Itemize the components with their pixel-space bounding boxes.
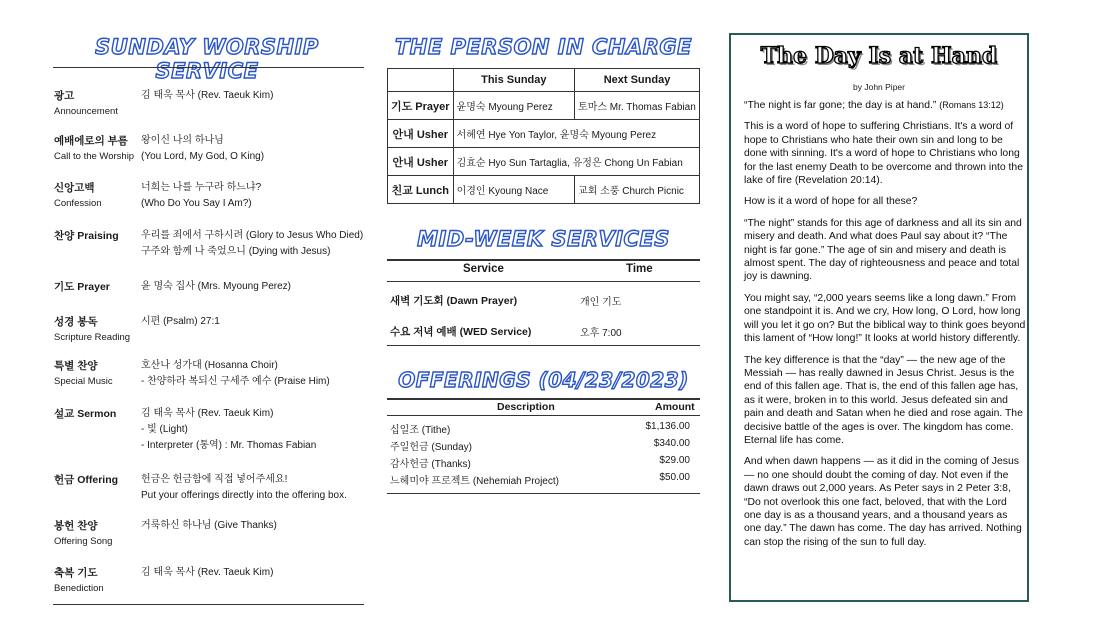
role-cell: 기도 Prayer xyxy=(388,92,454,120)
devotional-paragraph: How is it a word of hope for all these? xyxy=(744,196,918,208)
order-item-ko: 예배에로의 부름 xyxy=(54,135,128,147)
worship-title: SUNDAY WORSHIP SERVICE xyxy=(95,35,319,83)
devotional-paragraph: And when dawn happens — as it did in the coming of Jesus — no one should doubt the coming of day. Not even if the dawn draws out 2,000 years. As Peter says in 2 Peter 3:8, “Do not overlook this one fact, beloved, that with the Lord one day is as a thousand years, and a thousand years as one day.” The dawn has come. The day has arrived. Nothing can stop the rising of the sun to full day. xyxy=(744,456,1022,548)
table-row xyxy=(388,148,700,176)
order-item-detail: - 찬양하라 복되신 구세주 예수 (Praise Him) xyxy=(141,376,330,387)
order-item-en: Call to the Worship xyxy=(54,151,135,162)
offerings-title: OFFERINGS (04/23/2023) xyxy=(398,368,689,392)
devotional-paragraph: “The night” stands for this age of darkness and all its sin and misery and death. And what does Paul say about it? “The night is far gone.” The age of sin and misery and death is almost spent. The day of righteousness and peace and total joy is dawning. xyxy=(744,217,1022,283)
offering-amount: $29.00 xyxy=(659,455,690,466)
order-item-en: Special Music xyxy=(54,376,113,387)
next-sunday-cell: 교회 소풍 Church Picnic xyxy=(575,176,700,204)
offering-amount: $1,136.00 xyxy=(645,421,690,432)
devotional-paragraph: You might say, “2,000 years seems like a long dawn.” From one standpoint it is. And we cry, How long, O Lord, how long will you let it go on? But the biblical way to think goes beyond this lament of “How long!” It looks at world history differently. xyxy=(744,292,1026,345)
devotional-body xyxy=(744,99,1026,557)
divider xyxy=(387,398,700,400)
order-item-detail: 김 태욱 목사 (Rev. Taeuk Kim) xyxy=(141,567,274,578)
table-header: This Sunday xyxy=(453,69,574,92)
verse-text: “The night is far gone; the day is at hand.” xyxy=(744,100,937,111)
order-item-ko: 찬양 Praising xyxy=(54,230,119,242)
divider xyxy=(387,259,700,261)
order-item-detail: 왕이신 나의 하나님 xyxy=(141,135,224,146)
offering-description: 느헤미야 프로젝트 (Nehemiah Project) xyxy=(390,476,559,487)
table-header xyxy=(388,69,454,92)
midweek-time: 오후 7:00 xyxy=(580,328,622,339)
order-item-detail: 우리를 죄에서 구하시려 (Glory to Jesus Who Died) xyxy=(141,230,364,241)
midweek-title: MID-WEEK SERVICES xyxy=(417,227,670,251)
offering-row xyxy=(390,438,690,453)
order-item-detail: 시편 (Psalm) 27:1 xyxy=(141,316,220,327)
worship-order-section xyxy=(50,35,364,605)
devotional-verse xyxy=(744,99,1026,112)
next-sunday-cell: 토마스 Mr. Thomas Fabian xyxy=(575,92,700,120)
midweek-service: 새벽 기도회 (Dawn Prayer) xyxy=(390,295,518,307)
role-cell: 안내 Usher xyxy=(388,148,454,176)
order-item-en: Benediction xyxy=(54,583,104,594)
divider xyxy=(387,493,700,494)
order-item-en: Announcement xyxy=(54,106,118,117)
midweek-header-time: Time xyxy=(626,263,653,275)
divider xyxy=(387,281,700,282)
divider xyxy=(53,67,364,68)
order-item-detail: 너희는 나를 누구라 하느냐? xyxy=(141,182,262,193)
order-item-en: Confession xyxy=(54,198,102,209)
order-item-ko: 기도 Prayer xyxy=(54,281,110,293)
order-item-detail: 헌금은 헌금함에 직접 넣어주세요! xyxy=(141,474,288,485)
devotional-author: by John Piper xyxy=(853,82,905,92)
this-sunday-cell: 윤명숙 Myoung Perez xyxy=(453,92,574,120)
order-item-ko: 광고 xyxy=(54,90,75,102)
offerings-header-description: Description xyxy=(497,401,555,413)
role-cell: 안내 Usher xyxy=(388,120,454,148)
divider xyxy=(387,345,700,346)
order-item-ko: 봉헌 찬양 xyxy=(54,520,98,532)
midweek-header-service: Service xyxy=(463,263,504,275)
this-sunday-cell: 김효순 Hyo Sun Tartaglia, 유정은 Chong Un Fabian xyxy=(453,148,699,176)
order-item-detail: - 빛 (Light) xyxy=(141,424,188,435)
offering-row xyxy=(390,455,690,470)
divider xyxy=(387,415,700,416)
devotional-paragraph: This is a word of hope to suffering Christians. It's a word of hope to Christians who hate their own sin and long to be done with sinning. It's a word of hope to Christians who long for the last enemy Death to be overcome and thrown into the lake of fire (Revelation 20:14). xyxy=(744,121,1023,187)
order-item-detail: 구주와 함께 나 죽었으니 (Dying with Jesus) xyxy=(141,246,331,257)
verse-reference: (Romans 13:12) xyxy=(939,100,1004,110)
divider xyxy=(53,604,364,605)
table-row xyxy=(388,92,700,120)
order-item-detail: 김 태욱 목사 (Rev. Taeuk Kim) xyxy=(141,408,274,419)
order-item-detail: 김 태욱 목사 (Rev. Taeuk Kim) xyxy=(141,90,274,101)
table-row xyxy=(388,120,700,148)
order-item-detail: Put your offerings directly into the offering box. xyxy=(141,490,347,501)
order-item-detail: 윤 명숙 집사 (Mrs. Myoung Perez) xyxy=(141,281,291,292)
order-item-detail: 거룩하신 하나님 (Give Thanks) xyxy=(141,520,277,531)
table-row xyxy=(388,176,700,204)
info-section xyxy=(387,35,700,605)
midweek-time: 개인 기도 xyxy=(580,297,622,308)
order-item-detail: - Interpreter (통역) : Mr. Thomas Fabian xyxy=(141,440,317,451)
offering-amount: $50.00 xyxy=(659,472,690,483)
table-header-row xyxy=(388,69,700,92)
order-item-ko: 성경 봉독 xyxy=(54,316,98,328)
order-item-detail: (Who Do You Say I Am?) xyxy=(141,198,252,209)
order-item-ko: 축복 기도 xyxy=(54,567,98,579)
role-cell: 친교 Lunch xyxy=(388,176,454,204)
person-in-charge-title: THE PERSON IN CHARGE xyxy=(394,35,693,59)
person-in-charge-table xyxy=(387,68,700,204)
order-item-ko: 신앙고백 xyxy=(54,182,95,194)
devotional-title: The Day Is at Hand xyxy=(760,43,998,69)
midweek-service: 수요 저녁 예배 (WED Service) xyxy=(390,326,532,338)
offering-description: 십일조 (Tithe) xyxy=(390,425,451,436)
table-header: Next Sunday xyxy=(575,69,700,92)
offering-description: 감사헌금 (Thanks) xyxy=(390,459,471,470)
this-sunday-cell: 이경인 Kyoung Nace xyxy=(453,176,574,204)
offering-amount: $340.00 xyxy=(653,438,690,449)
devotional-box xyxy=(729,33,1029,602)
order-item-ko: 특별 찬양 xyxy=(54,360,98,372)
order-item-en: Scripture Reading xyxy=(54,332,131,343)
order-item-ko: 설교 Sermon xyxy=(54,408,117,420)
devotional-paragraph: The key difference is that the “day” — the new age of the Messiah — has really dawned in Jesus Christ. Jesus is the end of this fallen age. That is, the end of this fallen age has, as it were, broken in to this world. Jesus defeated sin and pain and death and Satan when he died and rose again. The decisive battle of the ages is over. The kingdom has come. Eternal life has come. xyxy=(744,354,1023,446)
order-item-en: Offering Song xyxy=(54,536,113,547)
offering-row xyxy=(390,421,690,436)
offering-description: 주일헌금 (Sunday) xyxy=(390,442,472,453)
offering-row xyxy=(390,472,690,487)
order-item-ko: 헌금 Offering xyxy=(54,474,119,486)
order-item-detail: (You Lord, My God, O King) xyxy=(141,151,265,162)
order-item-detail: 호산나 성가대 (Hosanna Choir) xyxy=(141,360,278,371)
this-sunday-cell: 서혜연 Hye Yon Taylor, 윤명숙 Myoung Perez xyxy=(453,120,699,148)
offerings-header-amount: Amount xyxy=(655,401,695,413)
